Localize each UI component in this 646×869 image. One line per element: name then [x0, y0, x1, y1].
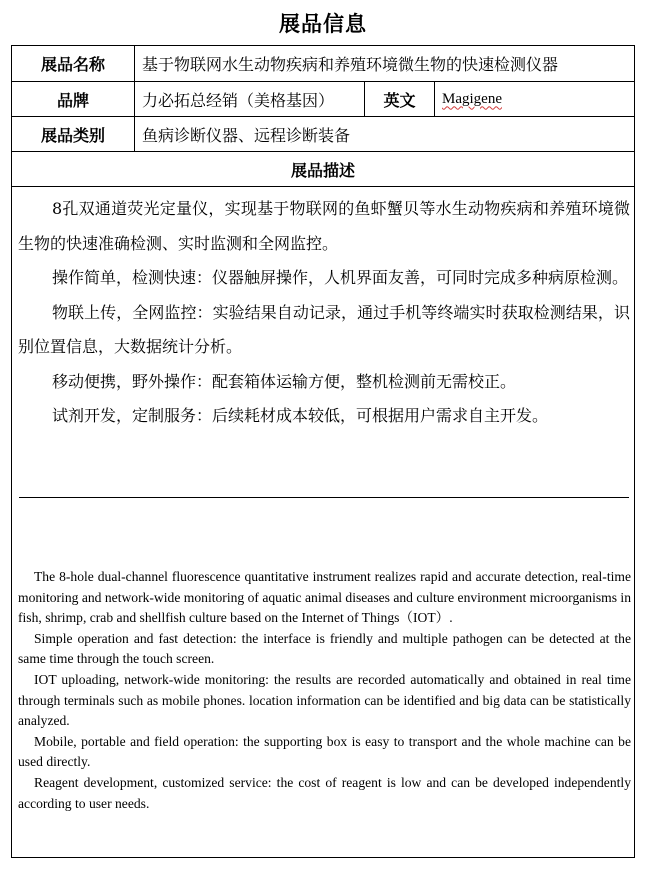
exhibit-name-row — [12, 46, 634, 82]
exhibit-info-table — [11, 45, 635, 858]
description-en-paragraph: IOT uploading, network-wide monitoring: the results are recorded automatically and obtained in real time through terminals such as mobile phones. location information can be identified and big data can be statistically analyzed. — [18, 671, 631, 729]
description-cn-paragraph: 试剂开发，定制服务：后续耗材成本较低，可根据用户需求自主开发。 — [52, 406, 549, 425]
description-en-paragraph: Reagent development, customized service: the cost of reagent is low and can be developed independently according to user needs. — [18, 774, 631, 811]
description-en-paragraph: Mobile, portable and field operation: the supporting box is easy to transport and the whole machine can be used directly. — [18, 733, 631, 770]
description-header-row — [12, 152, 634, 187]
brand-row — [12, 82, 634, 117]
english-name-value: Magigene — [442, 90, 502, 107]
description-en-paragraph: Simple operation and fast detection: the interface is friendly and multiple pathogen can be detected at the same time through the touch screen. — [18, 630, 631, 667]
section-divider — [19, 497, 629, 498]
brand-value: 力必拓总经销（美格基因） — [135, 82, 365, 116]
exhibit-name-label: 展品名称 — [12, 46, 135, 81]
description-cn-paragraph: 8孔双通道荧光定量仪，实现基于物联网的鱼虾蟹贝等水生动物疾病和养殖环境微生物的快速准确检测、实时监测和全网监控。 — [18, 199, 630, 253]
description-header: 展品描述 — [290, 160, 355, 180]
english-name-cell — [435, 82, 634, 116]
exhibit-name-value: 基于物联网水生动物疾病和养殖环境微生物的快速检测仪器 — [142, 55, 559, 74]
description-cn-paragraph: 移动便携，野外操作：配套箱体运输方便，整机检测前无需校正。 — [52, 371, 517, 391]
category-label: 展品类别 — [12, 117, 135, 151]
description-cn-paragraph: 物联上传，全网监控：实验结果自动记录，通过手机等终端实时获取检测结果，识别位置信息，大数据统计分析。 — [18, 302, 630, 356]
category-value: 鱼病诊断仪器、远程诊断装备 — [142, 125, 351, 145]
category-row — [12, 117, 634, 152]
brand-label: 品牌 — [12, 82, 135, 116]
description-cn-paragraph: 操作简单，检测快速：仪器触屏操作，人机界面友善，可同时完成多种病原检测。 — [52, 268, 629, 287]
document-title: 展品信息 — [279, 11, 367, 36]
description-en-paragraph: The 8-hole dual-channel fluorescence quantitative instrument realizes rapid and accurate detection, real-time monitoring and network-wide monitoring of aquatic animal diseases and culture environment microorganisms in fish, shrimp, crab and shellfish culture based on the Internet of Things（IOT）. — [18, 569, 631, 626]
description-english — [18, 567, 631, 814]
description-chinese — [18, 192, 630, 434]
english-label: 英文 — [365, 82, 435, 116]
